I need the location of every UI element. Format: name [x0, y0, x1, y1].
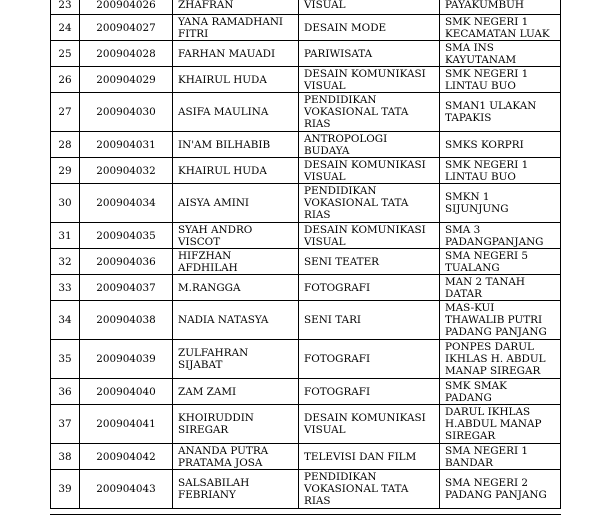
student-id-cell: 200904042 [80, 444, 173, 470]
row-number-cell: 38 [51, 444, 80, 470]
study-program-cell: DESAIN MODE [299, 15, 440, 41]
school-origin-cell: SMA INS KAYUTANAM [440, 41, 561, 67]
school-origin-cell: SMK SMAK PADANG [440, 379, 561, 405]
table-row [51, 405, 561, 444]
study-program-cell: VISUAL [299, 0, 440, 15]
school-origin-cell: SMA NEGERI 1 BANDAR [440, 444, 561, 470]
study-program-cell: DESAIN KOMUNIKASI VISUAL [299, 158, 440, 184]
student-name-cell: HIFZHAN AFDHILAH [173, 249, 299, 275]
student-id-cell: 200904040 [80, 379, 173, 405]
table-row [51, 67, 561, 93]
row-number-cell: 39 [51, 470, 80, 509]
student-id-cell: 200904035 [80, 223, 173, 249]
student-name-cell: YANA RAMADHANI FITRI [173, 15, 299, 41]
study-program-cell: PENDIDIKAN VOKASIONAL TATA RIAS [299, 470, 440, 509]
school-origin-cell: SMKN 1 SIJUNJUNG [440, 184, 561, 223]
table-row [51, 340, 561, 379]
row-number-cell: 31 [51, 223, 80, 249]
school-origin-cell: MAS-KUI THAWALIB PUTRI PADANG PANJANG [440, 301, 561, 340]
student-id-cell: 200904034 [80, 184, 173, 223]
school-origin-cell: SMK NEGERI 1 KECAMATAN LUAK [440, 15, 561, 41]
student-name-cell: KHAIRUL HUDA [173, 158, 299, 184]
student-list-sheet [50, 0, 561, 509]
school-origin-cell: SMA NEGERI 2 PADANG PANJANG [440, 470, 561, 509]
row-number-cell: 27 [51, 93, 80, 132]
table-row [51, 0, 561, 15]
table-bottom-rule [50, 514, 561, 515]
study-program-cell: SENI TARI [299, 301, 440, 340]
student-id-cell: 200904030 [80, 93, 173, 132]
table-row [51, 132, 561, 158]
school-origin-cell: MAN 2 TANAH DATAR [440, 275, 561, 301]
study-program-cell: TELEVISI DAN FILM [299, 444, 440, 470]
student-id-cell: 200904027 [80, 15, 173, 41]
school-origin-cell: SMK NEGERI 1 LINTAU BUO [440, 158, 561, 184]
student-id-cell: 200904028 [80, 41, 173, 67]
student-id-cell: 200904041 [80, 405, 173, 444]
table-row [51, 184, 561, 223]
school-origin-cell: DARUL IKHLAS H.ABDUL MANAP SIREGAR [440, 405, 561, 444]
row-number-cell: 26 [51, 67, 80, 93]
school-origin-cell: SMA 3 PADANGPANJANG [440, 223, 561, 249]
row-number-cell: 28 [51, 132, 80, 158]
school-origin-cell: SMAN1 ULAKAN TAPAKIS [440, 93, 561, 132]
row-number-cell: 34 [51, 301, 80, 340]
row-number-cell: 35 [51, 340, 80, 379]
student-id-cell: 200904036 [80, 249, 173, 275]
student-name-cell: NADIA NATASYA [173, 301, 299, 340]
student-table [50, 0, 561, 509]
study-program-cell: FOTOGRAFI [299, 340, 440, 379]
table-row [51, 249, 561, 275]
school-origin-cell: SMA NEGERI 5 TUALANG [440, 249, 561, 275]
table-row [51, 15, 561, 41]
table-row [51, 275, 561, 301]
student-id-cell: 200904031 [80, 132, 173, 158]
student-name-cell: ANANDA PUTRA PRATAMA JOSA [173, 444, 299, 470]
row-number-cell: 36 [51, 379, 80, 405]
student-name-cell: IN'AM BILHABIB [173, 132, 299, 158]
table-row [51, 444, 561, 470]
row-number-cell: 24 [51, 15, 80, 41]
study-program-cell: ANTROPOLOGI BUDAYA [299, 132, 440, 158]
table-row [51, 223, 561, 249]
school-origin-cell: SMK NEGERI 1 LINTAU BUO [440, 67, 561, 93]
study-program-cell: PENDIDIKAN VOKASIONAL TATA RIAS [299, 184, 440, 223]
student-name-cell: SYAH ANDRO VISCOT [173, 223, 299, 249]
school-origin-cell: PONPES DARUL IKHLAS H. ABDUL MANAP SIREGAR [440, 340, 561, 379]
student-id-cell: 200904043 [80, 470, 173, 509]
student-id-cell: 200904039 [80, 340, 173, 379]
study-program-cell: FOTOGRAFI [299, 379, 440, 405]
row-number-cell: 37 [51, 405, 80, 444]
study-program-cell: PENDIDIKAN VOKASIONAL TATA RIAS [299, 93, 440, 132]
row-number-cell: 33 [51, 275, 80, 301]
student-id-cell: 200904032 [80, 158, 173, 184]
student-id-cell: 200904029 [80, 67, 173, 93]
table-row [51, 93, 561, 132]
study-program-cell: DESAIN KOMUNIKASI VISUAL [299, 223, 440, 249]
table-row [51, 41, 561, 67]
study-program-cell: DESAIN KOMUNIKASI VISUAL [299, 67, 440, 93]
row-number-cell: 25 [51, 41, 80, 67]
student-name-cell: ZHAFRAN [173, 0, 299, 15]
row-number-cell: 32 [51, 249, 80, 275]
student-id-cell: 200904026 [80, 0, 173, 15]
school-origin-cell: PAYAKUMBUH [440, 0, 561, 15]
study-program-cell: FOTOGRAFI [299, 275, 440, 301]
school-origin-cell: SMKS KORPRI [440, 132, 561, 158]
table-row [51, 379, 561, 405]
study-program-cell: PARIWISATA [299, 41, 440, 67]
student-name-cell: KHOIRUDDIN SIREGAR [173, 405, 299, 444]
student-name-cell: SALSABILAH FEBRIANY [173, 470, 299, 509]
row-number-cell: 29 [51, 158, 80, 184]
student-name-cell: ASIFA MAULINA [173, 93, 299, 132]
table-row [51, 301, 561, 340]
row-number-cell: 23 [51, 0, 80, 15]
student-name-cell: M.RANGGA [173, 275, 299, 301]
row-number-cell: 30 [51, 184, 80, 223]
student-name-cell: ZAM ZAMI [173, 379, 299, 405]
student-name-cell: ZULFAHRAN SIJABAT [173, 340, 299, 379]
student-table-body [51, 0, 561, 509]
student-name-cell: AISYA AMINI [173, 184, 299, 223]
study-program-cell: DESAIN KOMUNIKASI VISUAL [299, 405, 440, 444]
student-name-cell: FARHAN MAUADI [173, 41, 299, 67]
student-id-cell: 200904037 [80, 275, 173, 301]
table-row [51, 470, 561, 509]
table-row [51, 158, 561, 184]
student-name-cell: KHAIRUL HUDA [173, 67, 299, 93]
study-program-cell: SENI TEATER [299, 249, 440, 275]
student-id-cell: 200904038 [80, 301, 173, 340]
